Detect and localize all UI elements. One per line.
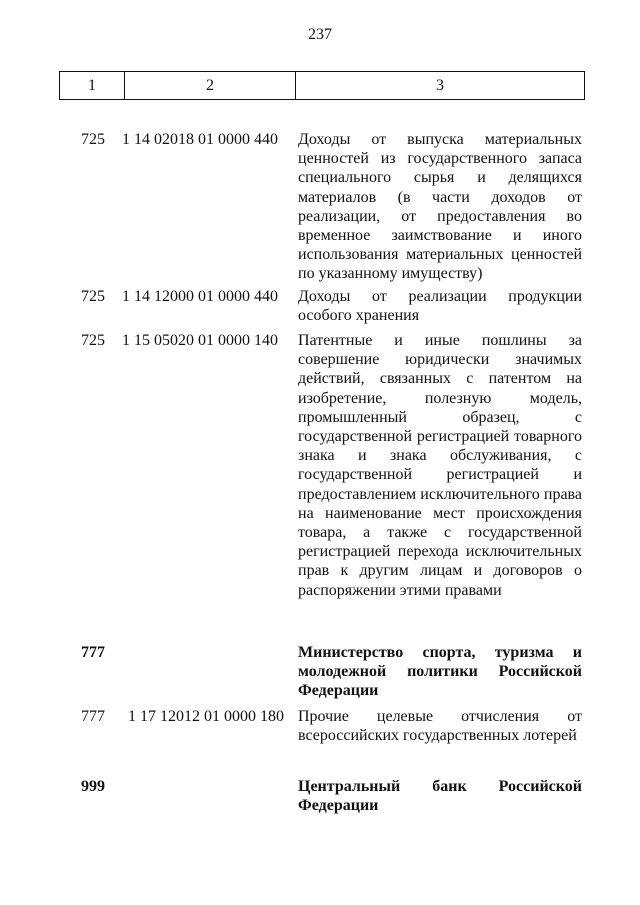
column-header-table <box>59 71 585 100</box>
admin-code: 777 <box>81 644 105 661</box>
kbk-code: 1 14 02018 01 0000 440 <box>122 131 278 148</box>
admin-code: 725 <box>81 332 105 349</box>
page-number: 237 <box>308 26 332 43</box>
ministry-name: Министерство спорта, туризма и молодежной политики Российской Федерации <box>298 644 582 700</box>
admin-code: 725 <box>81 131 105 148</box>
column-header-1: 1 <box>60 72 125 100</box>
kbk-code: 1 14 12000 01 0000 440 <box>122 288 278 305</box>
column-header-3: 3 <box>296 72 585 100</box>
admin-code: 725 <box>81 288 105 305</box>
ministry-name: Центральный банк Российской Федерации <box>298 778 582 815</box>
revenue-description: Доходы от выпуска материальных ценностей из государственного запаса специального сырья и делящихся материалов (в части доходов от реализации, от предоставления во временное заимствование и иного использования материальных ценностей по указанному имуществу) <box>298 131 582 283</box>
admin-code: 777 <box>81 708 105 725</box>
revenue-description: Прочие целевые отчисления от всероссийских государственных лотерей <box>298 708 582 745</box>
kbk-code: 1 17 12012 01 0000 180 <box>128 708 284 725</box>
kbk-code: 1 15 05020 01 0000 140 <box>122 332 278 349</box>
revenue-description: Патентные и иные пошлины за совершение юридически значимых действий, связанных с патентом на изобретение, полезную модель, промышленный образец, с государственной регистрацией товарного знака и знака обслуживания, с государственной регистрацией и предоставлением исключительного права на наименование мест происхождения товара, а также с государственной регистрацией перехода исключительных прав к другим лицам и договоров о распоряжении этими правами <box>298 332 582 599</box>
column-header-2: 2 <box>125 72 296 100</box>
revenue-description: Доходы от реализации продукции особого хранения <box>298 288 582 325</box>
admin-code: 999 <box>81 778 105 795</box>
